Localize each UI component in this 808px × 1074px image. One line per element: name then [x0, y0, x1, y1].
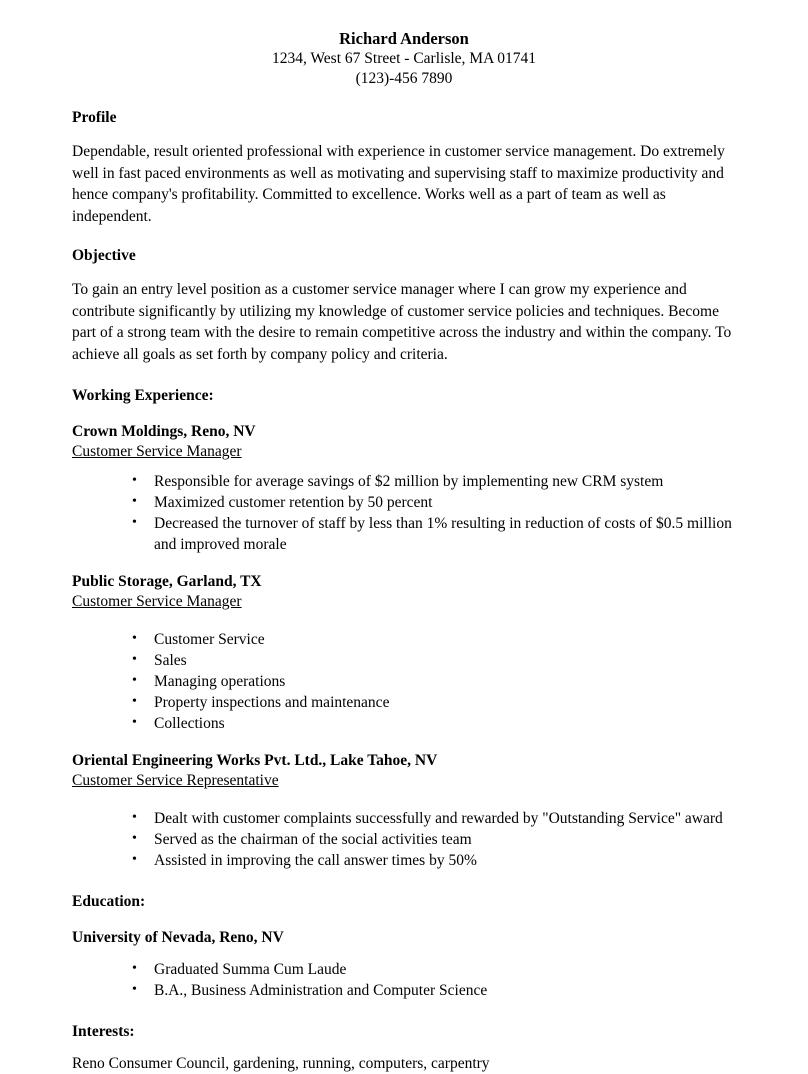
list-item: • Managing operations [132, 671, 736, 692]
resume-header [72, 28, 736, 89]
experience-entry [72, 423, 736, 555]
objective-text: To gain an entry level position as a customer service manager where I can grow my experience and contribute significantly by utilizing my knowledge of customer service policies and techniques. Become part of a strong team with the desire to remain competitive across the industry and within the company. To achieve all goals as set forth by company policy and criteria. [72, 281, 732, 363]
candidate-address: 1234, West 67 Street - Carlisle, MA 01741 [271, 50, 537, 67]
experience-entry [72, 573, 736, 734]
objective-heading: Objective [72, 247, 136, 264]
list-item: • Sales [132, 650, 736, 671]
employer-name: Oriental Engineering Works Pvt. Ltd., Lake Tahoe, NV [72, 752, 438, 769]
candidate-phone: (123)-456 7890 [355, 70, 453, 87]
list-item: • Customer Service [132, 629, 736, 650]
experience-heading: Working Experience: [72, 387, 214, 404]
list-item: • Served as the chairman of the social activities team [132, 829, 736, 850]
profile-text: Dependable, result oriented professional with experience in customer service management. Do extremely well in fast paced environments as well as motivating and supervising staff to maximize productivity and hence company's profitability. Committed to excellence. Works well as a part of team as well as independent. [72, 143, 725, 225]
list-item: • Graduated Summa Cum Laude [132, 959, 736, 980]
job-bullets [72, 471, 736, 555]
list-item: • Decreased the turnover of staff by less than 1% resulting in reduction of costs of $0.5 million and improved morale [132, 513, 736, 555]
interests-heading: Interests: [72, 1023, 135, 1040]
list-item: • Dealt with customer complaints successfully and rewarded by "Outstanding Service" award [132, 808, 736, 829]
interests-text: Reno Consumer Council, gardening, running, computers, carpentry [72, 1055, 490, 1072]
list-item: • Assisted in improving the call answer times by 50% [132, 850, 736, 871]
employer-name: Crown Moldings, Reno, NV [72, 423, 256, 440]
education-bullets [72, 959, 736, 1001]
list-item: • B.A., Business Administration and Computer Science [132, 980, 736, 1001]
job-bullets [72, 629, 736, 734]
education-heading: Education: [72, 893, 146, 910]
profile-heading: Profile [72, 109, 117, 126]
candidate-name: Richard Anderson [339, 29, 469, 48]
job-bullets [72, 808, 736, 871]
list-item: • Collections [132, 713, 736, 734]
school-name: University of Nevada, Reno, NV [72, 929, 284, 946]
experience-entry [72, 752, 736, 871]
employer-name: Public Storage, Garland, TX [72, 573, 262, 590]
list-item: • Property inspections and maintenance [132, 692, 736, 713]
job-role: Customer Service Manager [72, 443, 242, 460]
job-role: Customer Service Manager [72, 593, 242, 610]
list-item: • Maximized customer retention by 50 percent [132, 492, 736, 513]
list-item: • Responsible for average savings of $2 million by implementing new CRM system [132, 471, 736, 492]
job-role: Customer Service Representative [72, 772, 279, 789]
